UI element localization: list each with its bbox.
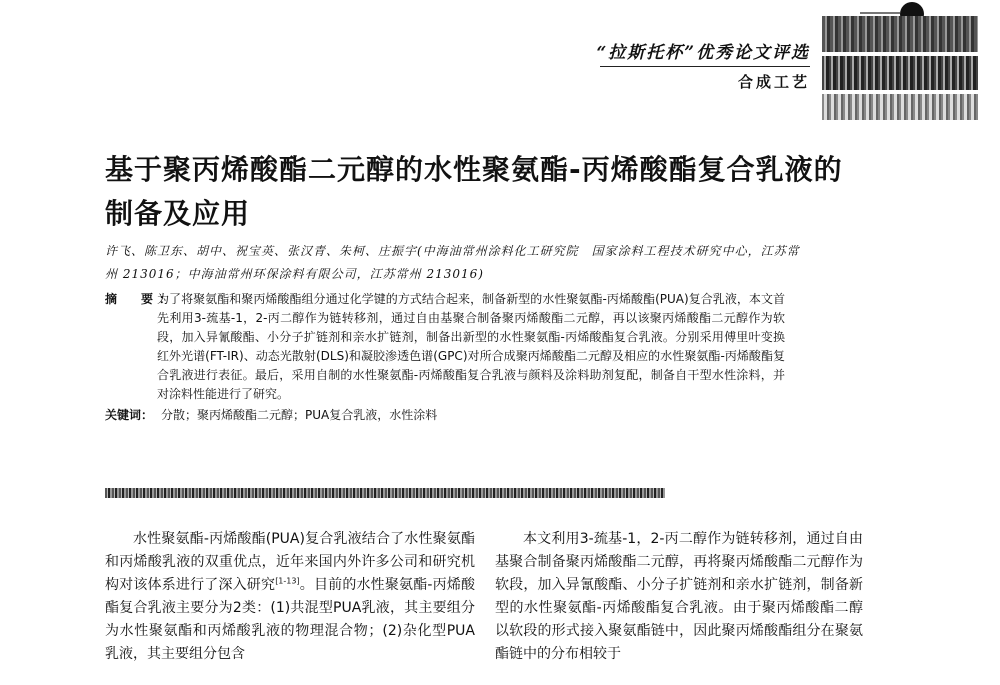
body-column-right: 本文利用3-巯基-1，2-丙二醇作为链转移剂，通过自由基聚合制备聚丙烯酸酯二元醇，再将聚丙烯酸酯二元醇作为软段，加入异氰酸酯、小分子扩链剂和亲水扩链剂，制备新型的水性聚氨酯-丙烯酸酯复合乳液。由于聚丙烯酸酯二醇以软段的形式接入聚氨酯链中，因此聚丙烯酸酯组分在聚氨酯链中的分布相较于 (495, 531, 863, 662)
keywords (105, 406, 785, 425)
body-column-left (105, 528, 475, 666)
authors-affiliation: 许飞、陈卫东、胡中、祝宝英、张汉青、朱柯、庄振宇(中海油常州涂料化工研究院 国家涂料工程技术研究中心，江苏常州 213016；中海油常州环保涂料有限公司，江苏常州 213016) (105, 244, 800, 281)
paper-title: 基于聚丙烯酸酯二元醇的水性聚氨酯-丙烯酸酯复合乳液的制备及应用 (105, 153, 843, 230)
abstract (105, 290, 785, 404)
section-divider (105, 488, 665, 498)
scan-speckle-top (822, 16, 978, 52)
scan-speckle-middle (822, 56, 978, 90)
body-left-text-2: 。目前的水性聚氨酯-丙烯酸酯复合乳液主要分为2类：(1)共混型PUA乳液，其主要组分为水性聚氨酯和丙烯酸乳液的物理混合物；(2)杂化型PUA乳液，其主要组分包含 (105, 577, 476, 662)
citation-ref: [1-13] (275, 576, 300, 586)
header-rule (600, 66, 810, 67)
running-header (560, 38, 810, 108)
scan-speckle-bottom (822, 94, 978, 120)
corner-dot-tail (860, 12, 900, 14)
abstract-text: 为了将聚氨酯和聚丙烯酸酯组分通过化学键的方式结合起来，制备新型的水性聚氨酯-丙烯酸酯(PUA)复合乳液，本文首先利用3-巯基-1，2-丙二醇作为链转移剂，通过自由基聚合制备聚丙烯酸酯二元醇，再以该聚丙烯酸酯二元醇作为软段，加入异氰酸酯、小分子扩链剂和亲水扩链剂，制备出新型的水性聚氨酯-丙烯酸酯复合乳液。分别采用傅里叶变换红外光谱(FT-IR)、动态光散射(DLS)和凝胶渗透色谱(GPC)对所合成聚丙烯酸酯二元醇及相应的水性聚氨酯-丙烯酸酯复合乳液进行表征。最后，采用自制的水性聚氨酯-丙烯酸酯复合乳液与颜料及涂料助剂复配，制备自干型水性涂料，并对涂料性能进行了研究。 (157, 292, 785, 401)
header-series: “拉斯托杯”优秀论文评选 (596, 43, 810, 63)
body-left-text-1: 水性聚氨酯-丙烯酸酯(PUA)复合乳液结合了水性聚氨酯和丙烯酸乳液的双重优点，近年来国内外许多公司和研究机构对该体系进行了深入研究 (105, 531, 475, 593)
keywords-label: 关键词： (105, 408, 154, 422)
header-section: 合成工艺 (737, 73, 810, 91)
keywords-text: 分散；聚丙烯酸酯二元醇；PUA复合乳液，水性涂料 (161, 408, 438, 422)
abstract-label: 摘 要： (105, 292, 178, 306)
